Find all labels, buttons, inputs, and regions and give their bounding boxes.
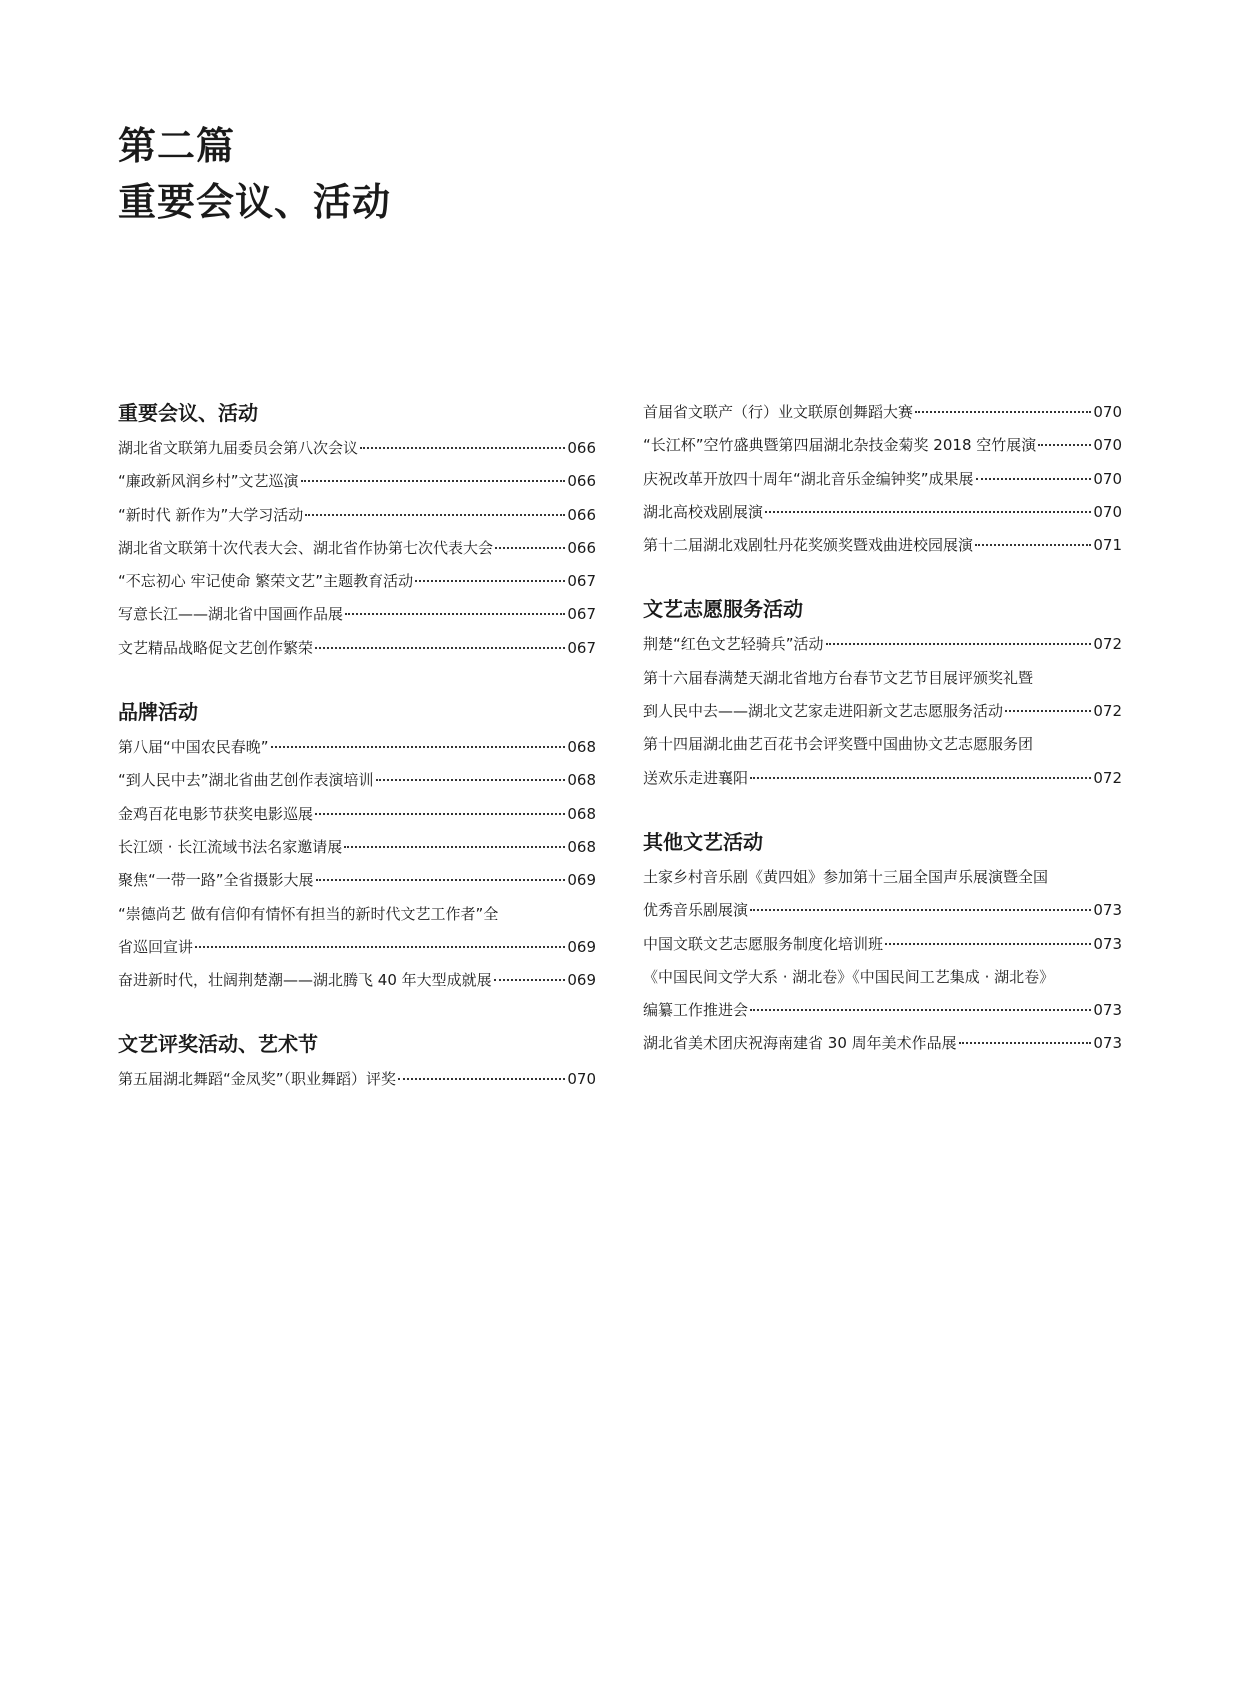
dot-leader <box>959 1041 1092 1044</box>
toc-entry-title: “不忘初心 牢记使命 繁荣文艺”主题教育活动 <box>118 572 414 591</box>
page-number: 066 <box>567 472 596 491</box>
toc-entry-title: 送欢乐走进襄阳 <box>643 768 749 787</box>
toc-entry[interactable] <box>118 931 596 964</box>
page-number: 068 <box>567 837 596 856</box>
toc-entry[interactable] <box>643 994 1122 1027</box>
dot-leader <box>975 543 1091 546</box>
toc-entry-title-line[interactable]: “崇德尚艺 做有信仰有情怀有担当的新时代文艺工作者”全 <box>118 904 499 923</box>
dot-leader <box>398 1077 565 1080</box>
toc-entry-title: 文艺精品战略促文艺创作繁荣 <box>118 638 314 657</box>
toc-entry-title: 长江颂 · 长江流域书法名家邀请展 <box>118 837 343 856</box>
toc-entry-title-line[interactable]: 第十四届湖北曲艺百花书会评奖暨中国曲协文艺志愿服务团 <box>643 735 1034 754</box>
dot-leader <box>195 945 565 948</box>
page-number: 066 <box>567 505 596 524</box>
dot-leader <box>345 612 565 615</box>
toc-entry-title-line[interactable]: 《中国民间文学大系 · 湖北卷》《中国民间工艺集成 · 湖北卷》 <box>643 967 1055 986</box>
toc-section <box>118 396 596 665</box>
part-title: 重要会议、活动 <box>118 180 392 224</box>
dot-leader <box>885 942 1091 945</box>
toc-entry-title: “新时代 新作为”大学习活动 <box>118 505 304 524</box>
dot-leader <box>316 878 566 881</box>
toc-entry-title: 湖北高校戏剧展演 <box>643 502 764 521</box>
toc-entry[interactable] <box>118 598 596 631</box>
toc-section <box>643 825 1122 1061</box>
page-number: 073 <box>1093 1001 1122 1020</box>
toc-entry-title: “长江杯”空竹盛典暨第四届湖北杂技金菊奖 2018 空竹展演 <box>643 436 1037 455</box>
toc-entry[interactable] <box>643 928 1122 961</box>
toc-entry-title: 中国文联文艺志愿服务制度化培训班 <box>643 934 884 953</box>
page-number: 070 <box>567 1070 596 1089</box>
toc-entry-title: 省巡回宣讲 <box>118 937 194 956</box>
section-heading: 文艺评奖活动、艺术节 <box>118 1032 318 1057</box>
toc-section <box>118 1027 596 1096</box>
section-heading: 品牌活动 <box>118 700 198 725</box>
toc-entry[interactable] <box>118 1063 596 1096</box>
toc-right-column <box>643 396 1122 1091</box>
dot-leader <box>765 510 1091 513</box>
page-number: 070 <box>1093 469 1122 488</box>
dot-leader <box>305 513 565 516</box>
toc-entry[interactable] <box>643 1027 1122 1060</box>
toc-entry-title: 首届省文联产（行）业文联原创舞蹈大赛 <box>643 403 914 421</box>
part-title-block <box>118 118 391 230</box>
toc-section <box>643 396 1122 562</box>
toc-entry-title: 荆楚“红色文艺轻骑兵”活动 <box>643 635 824 654</box>
page-number: 072 <box>1093 702 1122 721</box>
page-number: 069 <box>567 971 596 990</box>
section-heading: 文艺志愿服务活动 <box>643 597 803 622</box>
toc-entry[interactable] <box>118 798 596 831</box>
dot-leader <box>1005 709 1091 712</box>
toc-section <box>118 695 596 997</box>
toc-entry[interactable] <box>118 831 596 864</box>
toc-entry[interactable] <box>643 894 1122 927</box>
toc-entry-title: 湖北省美术团庆祝海南建省 30 周年美术作品展 <box>643 1034 957 1053</box>
toc-entry[interactable] <box>643 529 1122 562</box>
toc-entry[interactable] <box>643 496 1122 529</box>
dot-leader <box>750 776 1091 779</box>
toc-entry-title: 优秀音乐剧展演 <box>643 901 749 920</box>
dot-leader <box>315 646 565 649</box>
toc-entry[interactable] <box>118 632 596 665</box>
toc-entry[interactable] <box>643 695 1122 728</box>
page-number: 073 <box>1093 1034 1122 1053</box>
toc-entry-title: 编纂工作推进会 <box>643 1001 749 1020</box>
dot-leader <box>915 410 1091 413</box>
toc-entry[interactable] <box>118 764 596 797</box>
dot-leader <box>750 908 1091 911</box>
toc-entry[interactable] <box>118 864 596 897</box>
dot-leader <box>301 479 566 482</box>
page-number: 070 <box>1093 403 1122 421</box>
toc-entry[interactable] <box>118 432 596 465</box>
dot-leader <box>376 778 566 781</box>
toc-entry[interactable] <box>118 499 596 532</box>
section-heading: 其他文艺活动 <box>643 829 763 854</box>
toc-entry-title: 到人民中去——湖北文艺家走进阳新文艺志愿服务活动 <box>643 702 1004 721</box>
dot-leader <box>495 546 565 549</box>
dot-leader <box>494 978 566 981</box>
dot-leader <box>826 642 1092 645</box>
page-number: 070 <box>1093 502 1122 521</box>
page-number: 069 <box>567 937 596 956</box>
toc-entry-title: 湖北省文联第十次代表大会、湖北省作协第七次代表大会 <box>118 538 494 557</box>
toc-entry[interactable] <box>118 532 596 565</box>
toc-entry-title: “廉政新风润乡村”文艺巡演 <box>118 472 299 491</box>
page-number: 069 <box>567 871 596 890</box>
part-number: 第二篇 <box>118 124 236 168</box>
toc-entry-title: 湖北省文联第九届委员会第八次会议 <box>118 439 359 457</box>
toc-entry-title: “到人民中去”湖北省曲艺创作表演培训 <box>118 771 374 790</box>
toc-entry[interactable] <box>643 396 1122 429</box>
page-number: 068 <box>567 738 596 757</box>
toc-entry[interactable] <box>118 964 596 997</box>
toc-entry-title: 第五届湖北舞蹈“金凤奖”（职业舞蹈）评奖 <box>118 1070 397 1089</box>
toc-entry[interactable] <box>118 465 596 498</box>
toc-entry[interactable] <box>643 463 1122 496</box>
toc-entry-title: 第八届“中国农民春晚” <box>118 738 269 757</box>
toc-entry[interactable] <box>643 762 1122 795</box>
section-heading: 重要会议、活动 <box>118 401 258 425</box>
toc-entry-title: 金鸡百花电影节获奖电影巡展 <box>118 804 314 823</box>
toc-entry-title: 写意长江——湖北省中国画作品展 <box>118 605 344 624</box>
toc-entry-title: 第十二届湖北戏剧牡丹花奖颁奖暨戏曲进校园展演 <box>643 536 974 555</box>
toc-entry[interactable] <box>643 628 1122 661</box>
dot-leader <box>315 812 565 815</box>
page-number: 072 <box>1093 635 1122 654</box>
page-number: 067 <box>567 638 596 657</box>
toc-left-column <box>118 396 596 1127</box>
page-number: 066 <box>567 439 596 457</box>
page-number: 067 <box>567 605 596 624</box>
dot-leader <box>271 745 566 748</box>
dot-leader <box>360 446 565 449</box>
dot-leader <box>750 1008 1091 1011</box>
toc-entry[interactable] <box>643 429 1122 462</box>
toc-entry[interactable] <box>118 731 596 764</box>
dot-leader <box>344 845 565 848</box>
page-number: 073 <box>1093 901 1122 920</box>
toc-entry[interactable] <box>118 565 596 598</box>
page-number: 067 <box>567 572 596 591</box>
toc-section <box>643 592 1122 794</box>
page-number: 066 <box>567 538 596 557</box>
toc-entry-title-line[interactable]: 第十六届春满楚天湖北省地方台春节文艺节目展评颁奖礼暨 <box>643 668 1034 687</box>
toc-entry-title: 庆祝改革开放四十周年“湖北音乐金编钟奖”成果展 <box>643 469 974 488</box>
page-number: 070 <box>1093 436 1122 455</box>
dot-leader <box>1038 443 1091 446</box>
toc-entry-title-line[interactable]: 土家乡村音乐剧《黄四姐》参加第十三届全国声乐展演暨全国 <box>643 867 1049 886</box>
page-number: 071 <box>1093 536 1122 555</box>
toc-entry-title: 聚焦“一带一路”全省摄影大展 <box>118 871 314 890</box>
dot-leader <box>976 477 1092 480</box>
page-number: 072 <box>1093 768 1122 787</box>
dot-leader <box>415 579 565 582</box>
page-number: 068 <box>567 804 596 823</box>
page-number: 073 <box>1093 934 1122 953</box>
page-number: 068 <box>567 771 596 790</box>
toc-entry-title: 奋进新时代，壮阔荆楚潮——湖北腾飞 40 年大型成就展 <box>118 971 492 990</box>
